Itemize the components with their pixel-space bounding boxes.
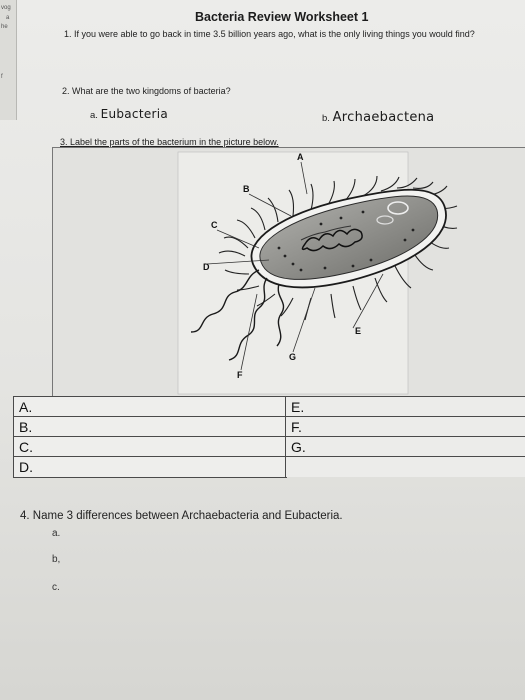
answer-row: [13, 456, 525, 476]
strip-text: vog: [1, 5, 11, 11]
answer-4a: a.: [52, 528, 61, 539]
figure-label-g: G: [289, 352, 297, 362]
question-4: 4. Name 3 differences between Archaebacteria and Eubacteria.: [20, 510, 343, 522]
figure-label-c: C: [211, 220, 218, 230]
answer-cell-d[interactable]: [13, 456, 287, 478]
previous-page-edge: [0, 0, 17, 120]
answer-row: [13, 396, 525, 416]
answer-2a: [90, 107, 168, 121]
answer-2b-handwriting: Archaebactena: [332, 110, 435, 125]
worksheet-title: Bacteria Review Worksheet 1: [195, 10, 369, 24]
answer-cell-b[interactable]: [13, 416, 287, 437]
answer-row: [13, 416, 525, 436]
figure-label-b: B: [243, 184, 250, 194]
bacterium-diagram: [53, 148, 525, 398]
strip-text: he: [1, 24, 8, 30]
figure-label-f: F: [237, 370, 243, 380]
answer-label: F.: [291, 419, 302, 435]
answer-label: D.: [19, 459, 33, 475]
figure-label-d: D: [203, 262, 210, 272]
question-3: 3. Label the parts of the bacterium in the picture below.: [60, 137, 279, 147]
figure-label-a: A: [297, 152, 304, 162]
answer-label: C.: [19, 439, 33, 455]
answer-4c: c.: [52, 582, 60, 593]
answer-cell-f[interactable]: [285, 416, 525, 437]
answer-label: E.: [291, 399, 305, 415]
answer-label: A.: [19, 399, 33, 415]
answer-row: [13, 436, 525, 456]
answer-4b: b,: [52, 554, 61, 565]
answer-2b: [322, 110, 434, 125]
figure-label-e: E: [355, 326, 362, 336]
strip-text: f: [1, 74, 3, 80]
question-2: 2. What are the two kingdoms of bacteria?: [62, 86, 231, 96]
answer-2a-prefix: a.: [90, 110, 98, 121]
answer-cell-c[interactable]: [13, 436, 287, 457]
answer-2a-handwriting: Eubacteria: [100, 107, 169, 121]
answer-2b-prefix: b.: [322, 113, 330, 124]
strip-text: a: [6, 15, 10, 21]
question-1: 1. If you were able to go back in time 3.5 billion years ago, what is the only living things you would find?: [64, 29, 475, 39]
answer-label: B.: [19, 419, 33, 435]
answer-cell-e[interactable]: [285, 396, 525, 417]
bacterium-figure: [52, 147, 525, 398]
answer-cell-g[interactable]: [285, 436, 525, 457]
answer-cell-a[interactable]: [13, 396, 287, 417]
answer-label: G.: [291, 439, 306, 455]
answer-cell-blank: [285, 456, 525, 477]
